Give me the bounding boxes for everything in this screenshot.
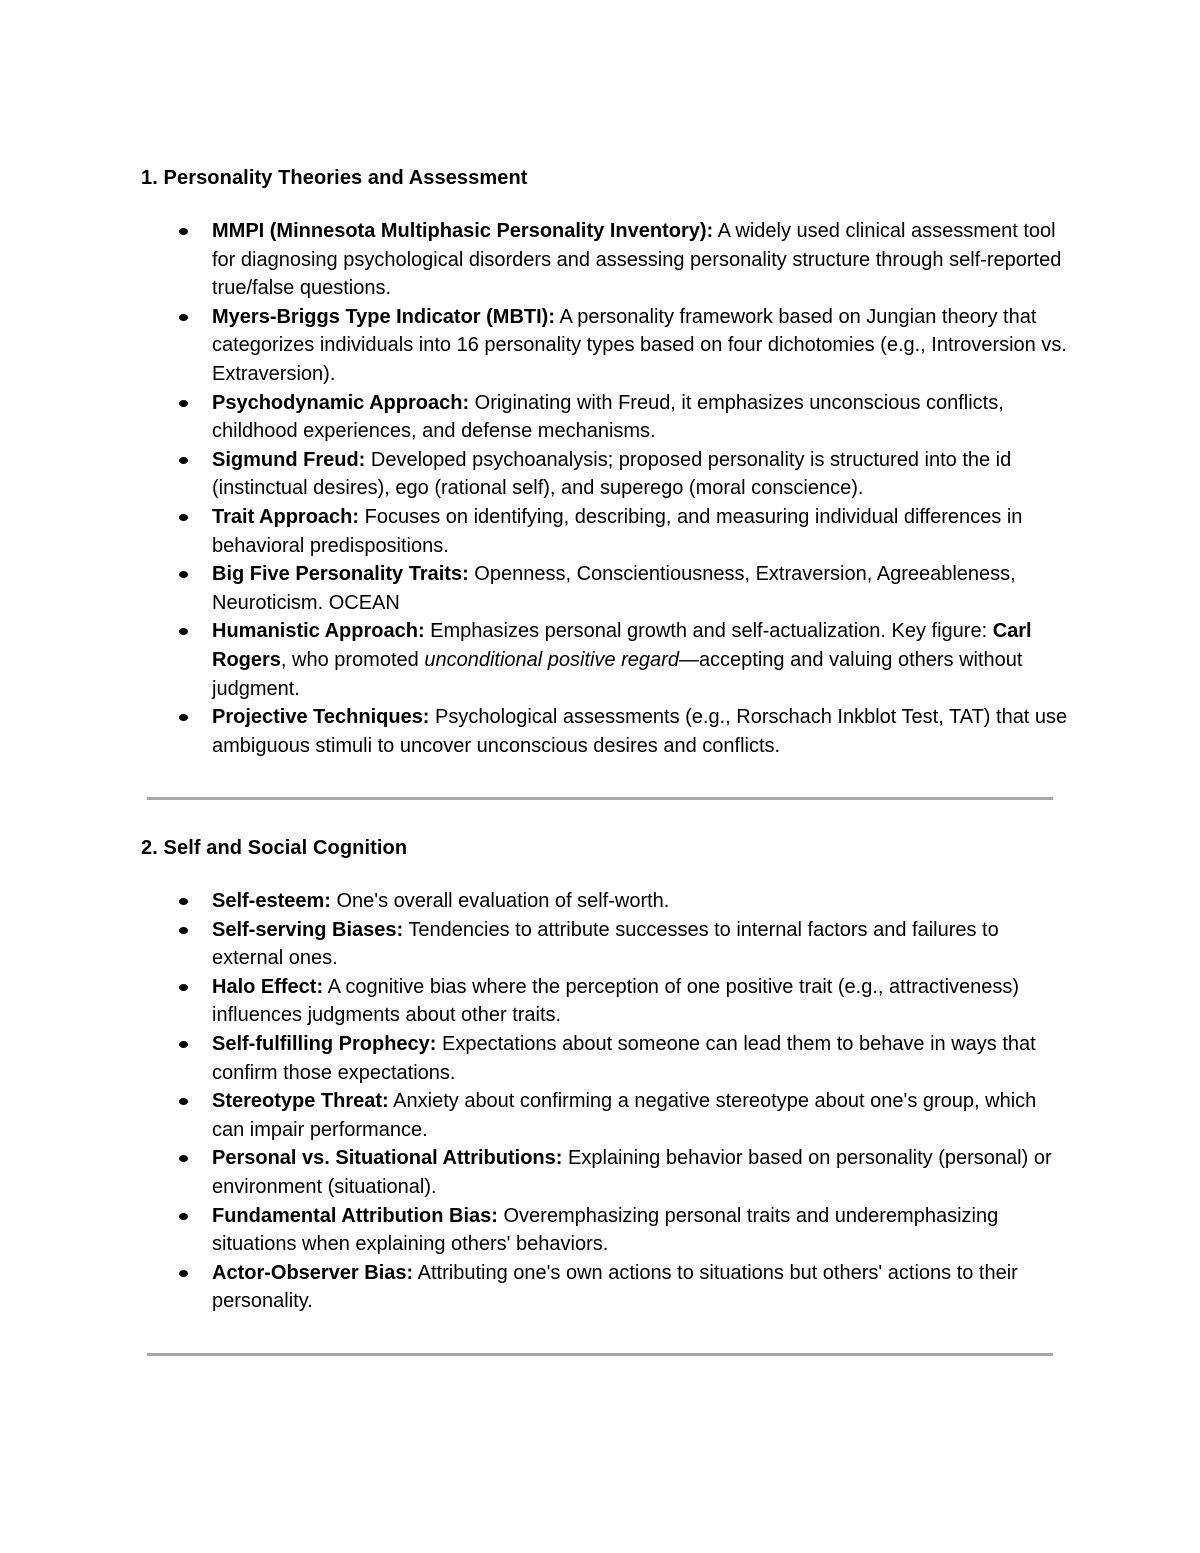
list-item [141, 217, 1071, 303]
bullet-icon [179, 628, 188, 635]
item-text: Psychological assessments (e.g., Rorschach Inkblot Test, TAT) that use ambiguous stimuli to uncover unconscious desires and conflicts. [212, 706, 1068, 757]
bullet-list [141, 217, 1071, 760]
bullet-list [141, 887, 1071, 1316]
item-term: Self-fulfilling Prophecy: [212, 1032, 437, 1055]
item-term: Humanistic Approach: [212, 620, 425, 643]
list-item [141, 916, 1071, 973]
bullet-icon [179, 314, 188, 321]
item-text: , who promoted [280, 648, 425, 671]
bullet-icon [179, 898, 188, 905]
horizontal-divider [147, 797, 1053, 800]
item-term: Trait Approach: [212, 505, 360, 528]
item-text: Anxiety about confirming a negative stereotype about one's group, which can impair performance. [212, 1090, 1037, 1141]
item-term: Personal vs. Situational Attributions: [212, 1147, 563, 1170]
item-text: A widely used clinical assessment tool for diagnosing psychological disorders and assessing personality structure through self-reported true/false questions. [212, 220, 1062, 300]
item-italic-term: unconditional positive regard [424, 648, 679, 671]
item-term: Projective Techniques: [212, 706, 430, 729]
list-item [141, 1202, 1071, 1259]
item-text: Overemphasizing personal traits and underemphasizing situations when explaining others' behaviors. [212, 1204, 999, 1256]
list-item [141, 1087, 1071, 1144]
section-personality-theories [141, 164, 1071, 760]
item-term: Self-serving Biases: [212, 918, 404, 941]
list-item [141, 389, 1071, 446]
item-term: Big Five Personality Traits: [212, 563, 469, 586]
bullet-icon [179, 571, 188, 578]
list-item [141, 1259, 1071, 1316]
item-text: Originating with Freud, it emphasizes unconscious conflicts, childhood experiences, and defense mechanisms. [212, 391, 1004, 443]
item-text: —accepting and valuing others without judgment. [212, 648, 1023, 700]
bullet-icon [179, 1098, 188, 1105]
item-text: Tendencies to attribute successes to internal factors and failures to external ones. [212, 918, 999, 970]
item-text: Explaining behavior based on personality (personal) or environment (situational). [212, 1147, 1052, 1198]
item-term: Stereotype Threat: [212, 1090, 389, 1113]
item-text: Expectations about someone can lead them to behave in ways that confirm those expectations. [212, 1032, 1036, 1084]
item-term: Fundamental Attribution Bias: [212, 1204, 498, 1227]
item-term: Self-esteem: [212, 890, 331, 912]
bullet-icon [179, 400, 188, 407]
bullet-icon [179, 1155, 188, 1162]
section-heading: 1. Personality Theories and Assessment [141, 167, 528, 189]
list-item [141, 703, 1071, 760]
item-text: Focuses on identifying, describing, and measuring individual differences in behavioral predispositions. [212, 505, 1023, 557]
item-text: A cognitive bias where the perception of one positive trait (e.g., attractiveness) influences judgments about other traits. [212, 975, 1020, 1027]
bullet-icon [179, 1041, 188, 1048]
list-item [141, 560, 1071, 617]
bullet-icon [179, 927, 188, 934]
horizontal-divider [147, 1353, 1053, 1356]
list-item [141, 973, 1071, 1030]
item-text: Attributing one's own actions to situations but others' actions to their personality. [212, 1261, 1018, 1313]
list-item [141, 1144, 1071, 1201]
list-item [141, 303, 1071, 389]
item-text: Developed psychoanalysis; proposed personality is structured into the id (instinctual desires), ego (rational self), and superego (moral conscience). [212, 448, 1012, 500]
list-item [141, 617, 1071, 703]
bullet-icon [179, 1213, 188, 1220]
item-text: A personality framework based on Jungian theory that categorizes individuals into 16 personality types based on four dichotomies (e.g., Introversion vs. Extraversion). [212, 305, 1067, 385]
list-item [141, 446, 1071, 503]
item-text: Openness, Conscientiousness, Extraversion, Agreeableness, Neuroticism. OCEAN [212, 563, 1016, 614]
item-term: Psychodynamic Approach: [212, 391, 470, 414]
item-term: Halo Effect: [212, 975, 324, 998]
item-term: Actor-Observer Bias: [212, 1261, 414, 1284]
item-text: Emphasizes personal growth and self-actualization. Key figure: [424, 620, 993, 643]
item-term: MMPI (Minnesota Multiphasic Personality Inventory): [212, 220, 714, 242]
bullet-icon [179, 514, 188, 521]
bullet-icon [179, 714, 188, 721]
list-item [141, 1030, 1071, 1087]
list-item [141, 503, 1071, 560]
section-heading: 2. Self and Social Cognition [141, 837, 408, 859]
list-item [141, 887, 1071, 916]
bullet-icon [179, 984, 188, 991]
item-term: Myers-Briggs Type Indicator (MBTI): [212, 305, 555, 328]
item-text: One's overall evaluation of self-worth. [330, 890, 670, 912]
bullet-icon [179, 1270, 188, 1277]
bullet-icon [179, 228, 188, 235]
section-self-social-cognition [141, 834, 1071, 1316]
item-term-name: Carl Rogers [212, 620, 1032, 671]
bullet-icon [179, 457, 188, 464]
item-term: Sigmund Freud: [212, 448, 366, 471]
